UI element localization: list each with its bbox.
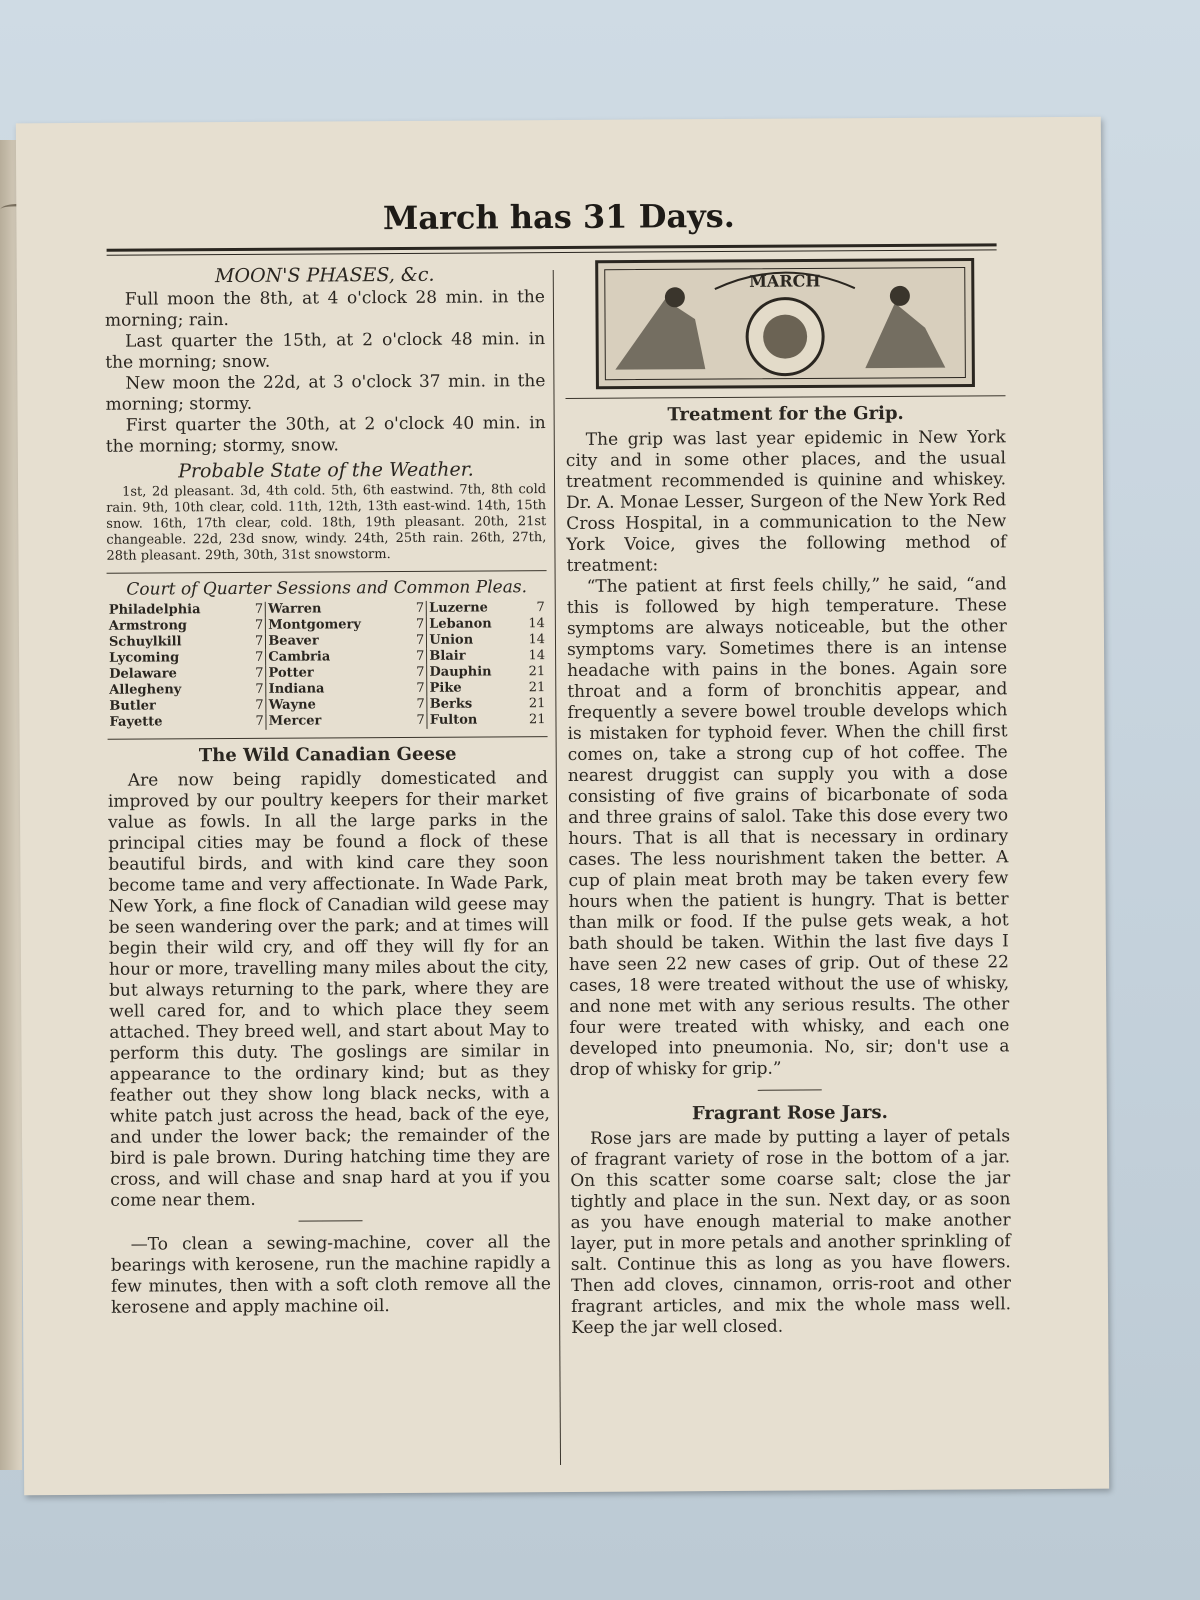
court-county-name: Beaver — [268, 633, 319, 649]
court-county-name: Fulton — [429, 712, 478, 728]
march-woodcut-illustration — [595, 257, 976, 389]
woodcut-medallion-center — [763, 314, 807, 358]
court-county-name: Montgomery — [268, 617, 361, 633]
court-term-weeks: 21 — [528, 696, 546, 712]
court-term-weeks: 21 — [528, 712, 546, 728]
court-county-name: Philadelphia — [108, 602, 201, 618]
court-county-name: Butler — [109, 698, 156, 714]
court-term-weeks: 7 — [410, 633, 427, 649]
court-county-name: Warren — [268, 601, 322, 617]
sewing-machine-tip: —To clean a sewing-machine, cover all the bearings with kerosene, run the machine rapidly a few minutes, then with a soft cloth remove all the kerosene and apply machine oil. — [110, 1232, 551, 1318]
woodcut-head-left — [665, 287, 685, 307]
moon-phase-item: Last quarter the 15th, at 2 o'clock 48 min. in the morning; snow. — [105, 329, 546, 373]
woodcut-label: MARCH — [749, 271, 821, 291]
almanac-page — [16, 117, 1109, 1496]
court-county-name: Allegheny — [109, 682, 182, 698]
court-county-name: Fayette — [109, 714, 163, 730]
court-heading: Court of Quarter Sessions and Common Pleas. — [126, 577, 528, 600]
court-term-weeks: 7 — [249, 618, 266, 634]
moon-phase-item: First quarter the 30th, at 2 o'clock 40 min. in the morning; stormy, snow. — [105, 413, 546, 457]
court-term-weeks: 14 — [528, 632, 546, 648]
woodcut-head-right — [890, 286, 910, 306]
court-county-name: Pike — [429, 680, 462, 696]
rose-jars-heading: Fragrant Rose Jars. — [691, 1102, 888, 1125]
court-term-weeks: 7 — [410, 665, 427, 681]
grip-paragraph-2: “The patient at first feels chilly,” he said, “and this is followed by high temperature. These symptoms are always noticeable, but the other symptoms vary. Sometimes there is an intense headache with pains in the bones. Again sore throat and a form of bronchitis appear, and frequently a severe bowel trouble develops which is mistaken for typhoid fever. When the chill first comes on, take a strong cup of hot coffee. The nearest druggist can supply you with a dose consisting of five grains of bicarbonate of soda and three grains of salol. Take this dose every two hours. That is all that is necessary in ordinary cases. The less nourishment taken the better. A cup of plain meat broth may be taken every few hours when the patient is hungry. That is better than milk or food. If the pulse gets weak, a hot bath should be taken. Within the last five days I have seen 22 new cases of grip. Out of these 22 cases, 18 were treated without the use of whisky, and none met with any serious results. The other four were treated with whisky, and each one developed into pneumonia. No, sir; don't use a drop of whisky for grip.” — [566, 574, 1010, 1080]
court-county-name: Delaware — [109, 666, 177, 682]
court-term-weeks: 21 — [528, 664, 546, 680]
court-term-weeks: 7 — [249, 650, 266, 666]
court-term-weeks: 7 — [249, 634, 266, 650]
rose-jars-paragraph: Rose jars are made by putting a layer of petals of fragrant variety of rose in the bottom of a jar. On this scatter some coarse salt; close the jar tightly and place in the sun. Next day, or as soon as you have enough material to make another layer, put in more petals and another sprinkling of salt. Continue this as long as you have flowers. Then add cloves, cinnamon, orris-root and other fragrant articles, and mix the whole mass well. Keep the jar well closed. — [570, 1126, 1012, 1338]
moon-phases-heading: MOON'S PHASES, &c. — [214, 263, 435, 288]
left-column — [105, 260, 551, 1319]
court-term-weeks: 7 — [410, 649, 427, 665]
weather-heading: Probable State of the Weather. — [178, 458, 474, 483]
section-rule — [566, 395, 1006, 399]
column-divider — [553, 270, 561, 1465]
section-rule — [108, 736, 548, 740]
court-term-weeks: 7 — [410, 601, 427, 617]
court-term-weeks: 7 — [536, 600, 545, 616]
court-county-name: Schuylkill — [108, 634, 182, 650]
moon-phase-item: New moon the 22d, at 3 o'clock 37 min. in the morning; stormy. — [105, 371, 546, 415]
court-term-weeks: 7 — [410, 617, 427, 633]
court-county-name: Indiana — [268, 681, 325, 697]
court-table-row — [107, 616, 547, 635]
moon-phase-item: Full moon the 8th, at 4 o'clock 28 min. in the morning; rain. — [104, 287, 545, 331]
court-table — [107, 600, 548, 731]
court-table-row — [107, 664, 547, 683]
court-table-row — [107, 712, 547, 731]
court-county-name: Armstrong — [108, 618, 188, 634]
court-county-name: Mercer — [268, 713, 322, 729]
court-term-weeks: 7 — [250, 714, 267, 730]
court-term-weeks: 7 — [249, 666, 266, 682]
right-column — [565, 257, 1012, 1339]
court-term-weeks: 7 — [411, 697, 428, 713]
court-county-name: Blair — [429, 648, 466, 664]
title-rule — [107, 243, 997, 255]
page-title: March has 31 Days. — [382, 196, 735, 238]
court-county-name: Union — [429, 632, 474, 648]
grip-paragraph-1: The grip was last year epidemic in New York city and in some other places, and the usual treatment recommended is quinine and whiskey. Dr. A. Monae Lesser, Surgeon of the New York Red Cross Hospital, in a communication to the New York Voice, gives the following method of treatment: — [565, 427, 1007, 576]
court-term-weeks: 7 — [250, 698, 267, 714]
court-county-name: Berks — [429, 696, 473, 712]
court-county-name: Wayne — [268, 697, 316, 713]
short-rule — [299, 1220, 363, 1221]
court-term-weeks: 14 — [528, 648, 546, 664]
geese-paragraph: Are now being rapidly domesticated and improved by our poultry keepers for their market value as fowls. In all the large parks in the principal cities may be found a flock of these beautiful birds, and with kind care they soon become tame and very affectionate. In Wade Park, New York, a fine flock of Canadian wild geese may be seen wandering over the park; and at times will begin their wild cry, and off they will fly for an hour or more, travelling many miles about the city, but always returning to the park, where they are well cared for, and to which place they seem attached. They breed well, and start about May to perform this duty. The goslings are similar in appearance to the ordinary kind; but as they feather out they show long black necks, with a white patch just across the head, back of the eye, and under the lower back; the remainder of the bird is pale brown. During hatching time they are cross, and will chase and snap hard at you if you come near them. — [107, 768, 551, 1211]
court-county-name: Luzerne — [429, 600, 488, 616]
short-rule — [758, 1089, 822, 1090]
court-county-name: Lebanon — [429, 616, 492, 632]
court-county-name: Potter — [268, 665, 314, 681]
court-term-weeks: 21 — [528, 680, 546, 696]
court-term-weeks: 14 — [528, 616, 545, 632]
weather-text: 1st, 2d pleasant. 3d, 4th cold. 5th, 6th eastwind. 7th, 8th cold rain. 9th, 10th clear, cold. 11th, 12th, 13th east-wind. 14th, 15th snow. 16th, 17th clear, cold. 18th, 19th pleasant. 20th, 21st changeable. 22d, 23d snow, windy. 24th, 25th rain. 26th, 27th, 28th pleasant. 29th, 30th, 31st snowstorm. — [106, 482, 547, 564]
section-rule — [107, 570, 547, 574]
court-term-weeks: 7 — [249, 602, 266, 618]
moon-phases-list — [105, 287, 546, 458]
grip-heading: Treatment for the Grip. — [667, 402, 904, 426]
court-county-name: Lycoming — [109, 650, 180, 666]
court-term-weeks: 7 — [250, 682, 267, 698]
court-county-name: Cambria — [268, 649, 331, 665]
geese-heading: The Wild Canadian Geese — [198, 743, 457, 767]
court-term-weeks: 7 — [411, 681, 428, 697]
court-term-weeks: 7 — [411, 713, 428, 729]
court-county-name: Dauphin — [429, 664, 492, 680]
